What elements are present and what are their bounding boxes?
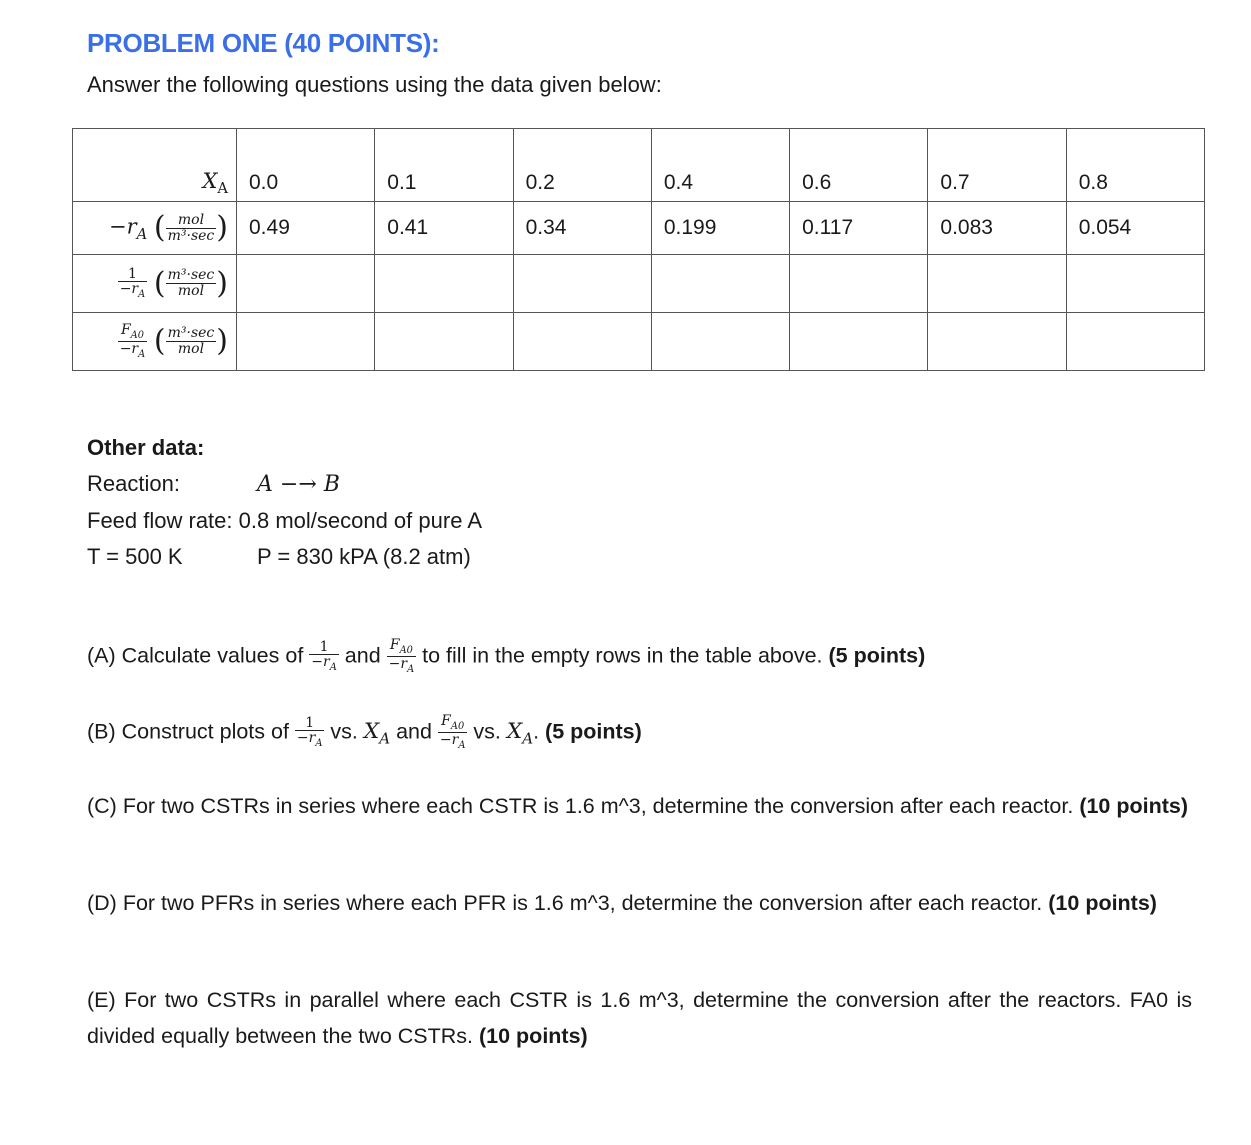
table-cell: 0.117 xyxy=(790,202,928,255)
empty-cell xyxy=(651,255,789,313)
empty-cell xyxy=(651,313,789,371)
temperature: T = 500 K xyxy=(87,544,183,569)
table-row-xa xyxy=(73,129,1205,202)
empty-cell xyxy=(1066,255,1204,313)
empty-cell xyxy=(375,313,513,371)
intro-text: Answer the following questions using the data given below: xyxy=(87,72,662,97)
table-cell: 0.34 xyxy=(513,202,651,255)
question-d: (D) For two PFRs in series where each PFR is 1.6 m^3, determine the conversion after each reactor. (10 points) xyxy=(87,891,1157,915)
table-cell: 0.2 xyxy=(513,129,651,202)
levenspiel-header: $\frac{F_{A0}}{-r_A}$ ( $\frac{\text{m³·sec}}{\text{mol}}$ ) xyxy=(73,313,237,371)
empty-cell xyxy=(790,255,928,313)
other-data-heading: Other data: xyxy=(87,435,205,460)
table-cell: 0.6 xyxy=(790,129,928,202)
table-cell: 0.1 xyxy=(375,129,513,202)
empty-cell xyxy=(513,255,651,313)
question-e: (E) For two CSTRs in parallel where each CSTR is 1.6 m^3, determine the conversion after the reactors. FA0 is divided equally between the two CSTRs. (10 points) xyxy=(87,988,1192,1048)
empty-cell xyxy=(237,255,375,313)
pressure: P = 830 kPA (8.2 atm) xyxy=(257,544,471,569)
question-b: (B) Construct plots of $\frac{1}{-r_A}$ vs. $X_A$ and $\frac{F_{A0}}{-r_A}$ vs. $X_A$. (5 points) xyxy=(87,713,642,751)
other-data xyxy=(87,430,482,575)
table-cell: 0.49 xyxy=(237,202,375,255)
table-cell: 0.083 xyxy=(928,202,1066,255)
question-c: (C) For two CSTRs in series where each CSTR is 1.6 m^3, determine the conversion after each reactor. (10 points) xyxy=(87,794,1189,818)
question-a: (A) Calculate values of $\frac{1}{-r_A}$ and $\frac{F_{A0}}{-r_A}$ to fill in the empty rows in the table above. (5 points) xyxy=(87,637,926,675)
empty-cell xyxy=(375,255,513,313)
table-cell: 0.054 xyxy=(1066,202,1204,255)
table-cell: 0.8 xyxy=(1066,129,1204,202)
empty-cell xyxy=(928,255,1066,313)
table-cell: 0.0 xyxy=(237,129,375,202)
table-cell: 0.4 xyxy=(651,129,789,202)
table-cell: 0.41 xyxy=(375,202,513,255)
empty-cell xyxy=(513,313,651,371)
table-row-levenspiel xyxy=(73,313,1205,371)
inverse-rate-header: $\frac{1}{-r_A}$ ( $\frac{\text{m³·sec}}{\text{mol}}$ ) xyxy=(73,255,237,313)
empty-cell xyxy=(237,313,375,371)
empty-cell xyxy=(928,313,1066,371)
empty-cell xyxy=(790,313,928,371)
empty-cell xyxy=(1066,313,1204,371)
problem-title: PROBLEM ONE (40 POINTS): xyxy=(87,28,440,58)
table-cell: 0.199 xyxy=(651,202,789,255)
rate-header: $-r_A$ ( $\frac{\text{mol}}{\text{m³·sec}}$ ) xyxy=(73,202,237,255)
data-table xyxy=(72,128,1205,371)
table-row-rate xyxy=(73,202,1205,255)
reaction-label: Reaction: xyxy=(87,471,180,496)
table-row-inverse-rate xyxy=(73,255,1205,313)
reaction-equation: A −→ B xyxy=(257,472,340,497)
table-cell: 0.7 xyxy=(928,129,1066,202)
xa-header: $X_A$ xyxy=(73,129,237,202)
feed-flow-rate: Feed flow rate: 0.8 mol/second of pure A xyxy=(87,508,483,533)
